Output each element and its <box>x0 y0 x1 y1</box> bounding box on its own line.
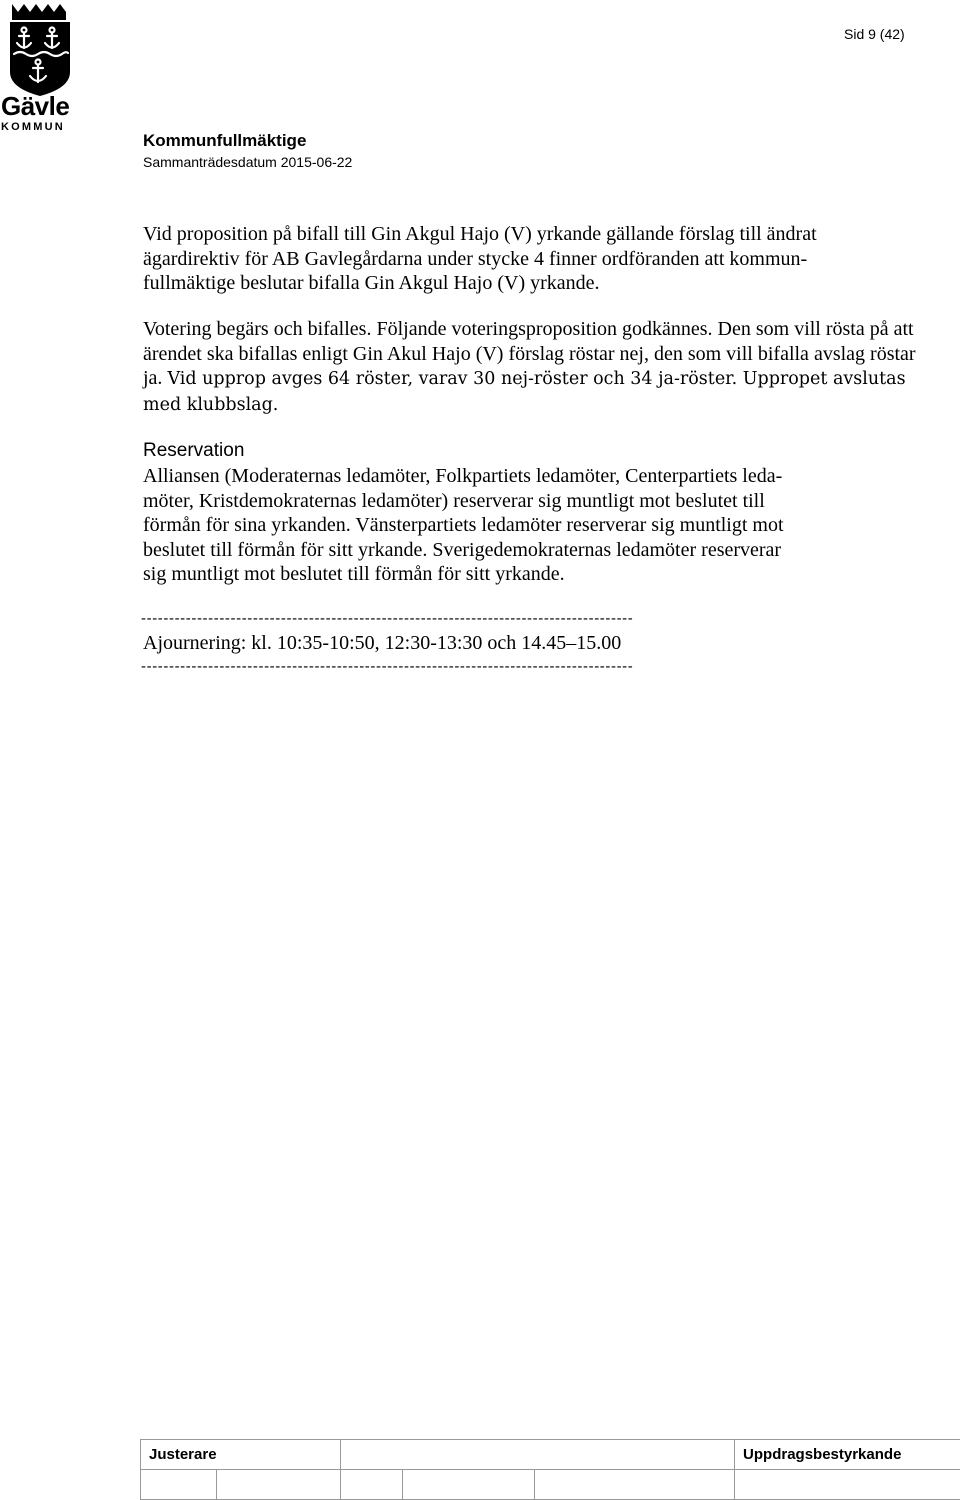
justerare-signature-cell <box>341 1440 735 1470</box>
text-line: sig muntligt mot beslutet till förmån för sitt yrkande. <box>143 563 565 585</box>
text-line: Alliansen (Moderaternas ledamöter, Folkpartiets ledamöter, Centerpartiets leda- <box>143 465 783 487</box>
signature-cell <box>217 1470 341 1500</box>
signature-cell <box>735 1470 960 1500</box>
upprop-text: Vid upprop avges 64 röster, varav 30 nej-röster och 34 ja-röster. Uppropet avslutas med klubbslag. <box>143 369 906 415</box>
text-line: fullmäktige beslutar bifalla Gin Akgul Hajo (V) yrkande. <box>143 272 600 294</box>
uppdragsbestyrkande-label: Uppdragsbestyrkande <box>735 1440 960 1470</box>
text-line: möter, Kristdemokraternas ledamöter) reserverar sig muntligt mot beslutet till <box>143 489 765 512</box>
justerare-label: Justerare <box>141 1440 341 1470</box>
signature-cell <box>403 1470 535 1500</box>
votering-text: Votering begärs och bifalles. Följande voteringsproposition godkännes. Den som vill rösta på att ärendet ska bifallas enligt Gin Akul Hajo (V) förslag röstar nej, den som vill bifalla avslag röstar ja. <box>143 318 916 389</box>
dashed-separator-top: ---------------------------------------------------------------------------------------- <box>141 610 634 627</box>
gavle-kommun-logo <box>0 0 80 140</box>
signature-cell <box>535 1470 735 1500</box>
text-line: ägardirektiv för AB Gavlegårdarna under stycke 4 finner ordföranden att kommun- <box>143 247 808 270</box>
paragraph-votering <box>143 317 933 417</box>
reservation-heading: Reservation <box>143 440 245 461</box>
logo-sub: KOMMUN <box>1 121 65 133</box>
text-line: Vid proposition på bifall till Gin Akgul Hajo (V) yrkande gällande förslag till ändrat <box>143 223 817 245</box>
meeting-date: Sammanträdesdatum 2015-06-22 <box>143 154 353 170</box>
adjournment-text: Ajournering: kl. 10:35-10:50, 12:30-13:30 och 14.45–15.00 <box>143 632 622 654</box>
document-title: Kommunfullmäktige <box>143 131 307 150</box>
text-line: förmån för sina yrkanden. Vänsterpartiets ledamöter reserverar sig muntligt mot <box>143 514 784 536</box>
signature-cell <box>341 1470 403 1500</box>
text-line: beslutet till förmån för sitt yrkande. Sverigedemokraternas ledamöter reserverar <box>143 538 782 561</box>
page-number: Sid 9 (42) <box>844 26 905 42</box>
dashed-separator-bottom: ---------------------------------------------------------------------------------------- <box>141 658 634 675</box>
paragraph-reservation <box>143 464 933 587</box>
signature-cell <box>141 1470 217 1500</box>
logo-name: Gävle <box>1 91 70 121</box>
paragraph-proposition <box>143 222 933 296</box>
signature-table <box>140 1439 960 1500</box>
